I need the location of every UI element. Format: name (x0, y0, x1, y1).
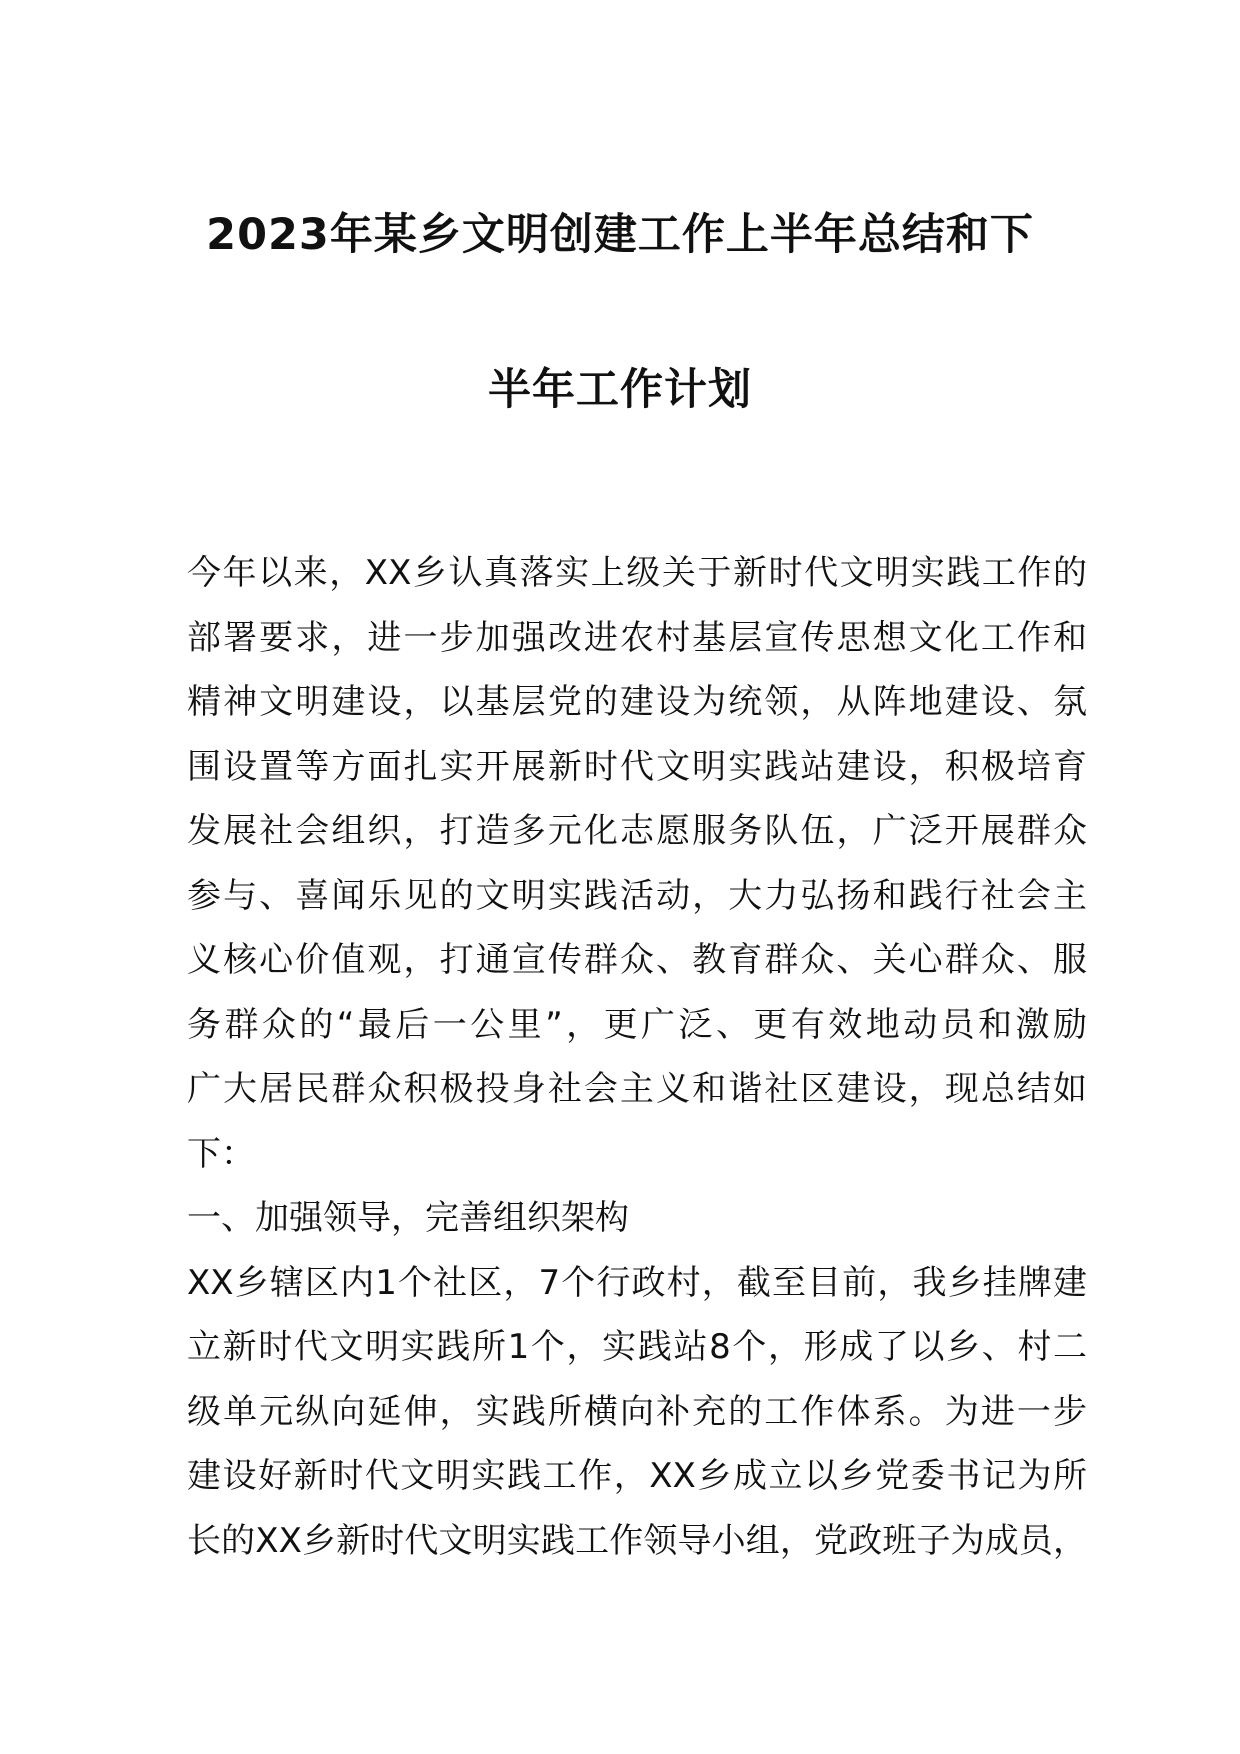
body-line-14: 级单元纵向延伸，实践所横向补充的工作体系。为进一步 (187, 1391, 1087, 1432)
body-line-3: 精神文明建设，以基层党的建设为统领，从阵地建设、氛 (187, 682, 1087, 722)
body-line-16: 长的XX乡新时代文明实践工作领导小组，党政班子为成员， (187, 1520, 1087, 1561)
body-line-1: 今年以来，XX乡认真落实上级关于新时代文明实践工作的 (187, 553, 1087, 593)
section-heading-1: 一、加强领导，完善组织架构 (187, 1198, 629, 1238)
body-line-9: 广大居民群众积极投身社会主义和谐社区建设，现总结如 (187, 1069, 1087, 1109)
body-line-4: 围设置等方面扎实开展新时代文明实践站建设，积极培育 (187, 746, 1087, 787)
body-line-6: 参与、喜闻乐见的文明实践活动，大力弘扬和践行社会主 (187, 875, 1087, 916)
body-line-12: XX乡辖区内1个社区，7个行政村，截至目前，我乡挂牌建 (187, 1262, 1087, 1303)
document-title-line-1: 2023年某乡文明创建工作上半年总结和下 (206, 210, 1034, 260)
document-body (187, 541, 1087, 1573)
body-line-10: 下： (187, 1133, 255, 1174)
body-line-7: 义核心价值观，打通宣传群众、教育群众、关心群众、服 (187, 940, 1087, 980)
body-line-13: 立新时代文明实践所1个，实践站8个，形成了以乡、村二 (187, 1327, 1087, 1367)
document-title-line-2: 半年工作计划 (488, 365, 752, 415)
body-line-2: 部署要求，进一步加强改进农村基层宣传思想文化工作和 (187, 617, 1087, 658)
body-line-8: 务群众的“最后一公里”，更广泛、更有效地动员和激励 (187, 1004, 1087, 1045)
body-line-5: 发展社会组织，打造多元化志愿服务队伍，广泛开展群众 (187, 811, 1087, 851)
body-line-15: 建设好新时代文明实践工作，XX乡成立以乡党委书记为所 (187, 1456, 1087, 1496)
